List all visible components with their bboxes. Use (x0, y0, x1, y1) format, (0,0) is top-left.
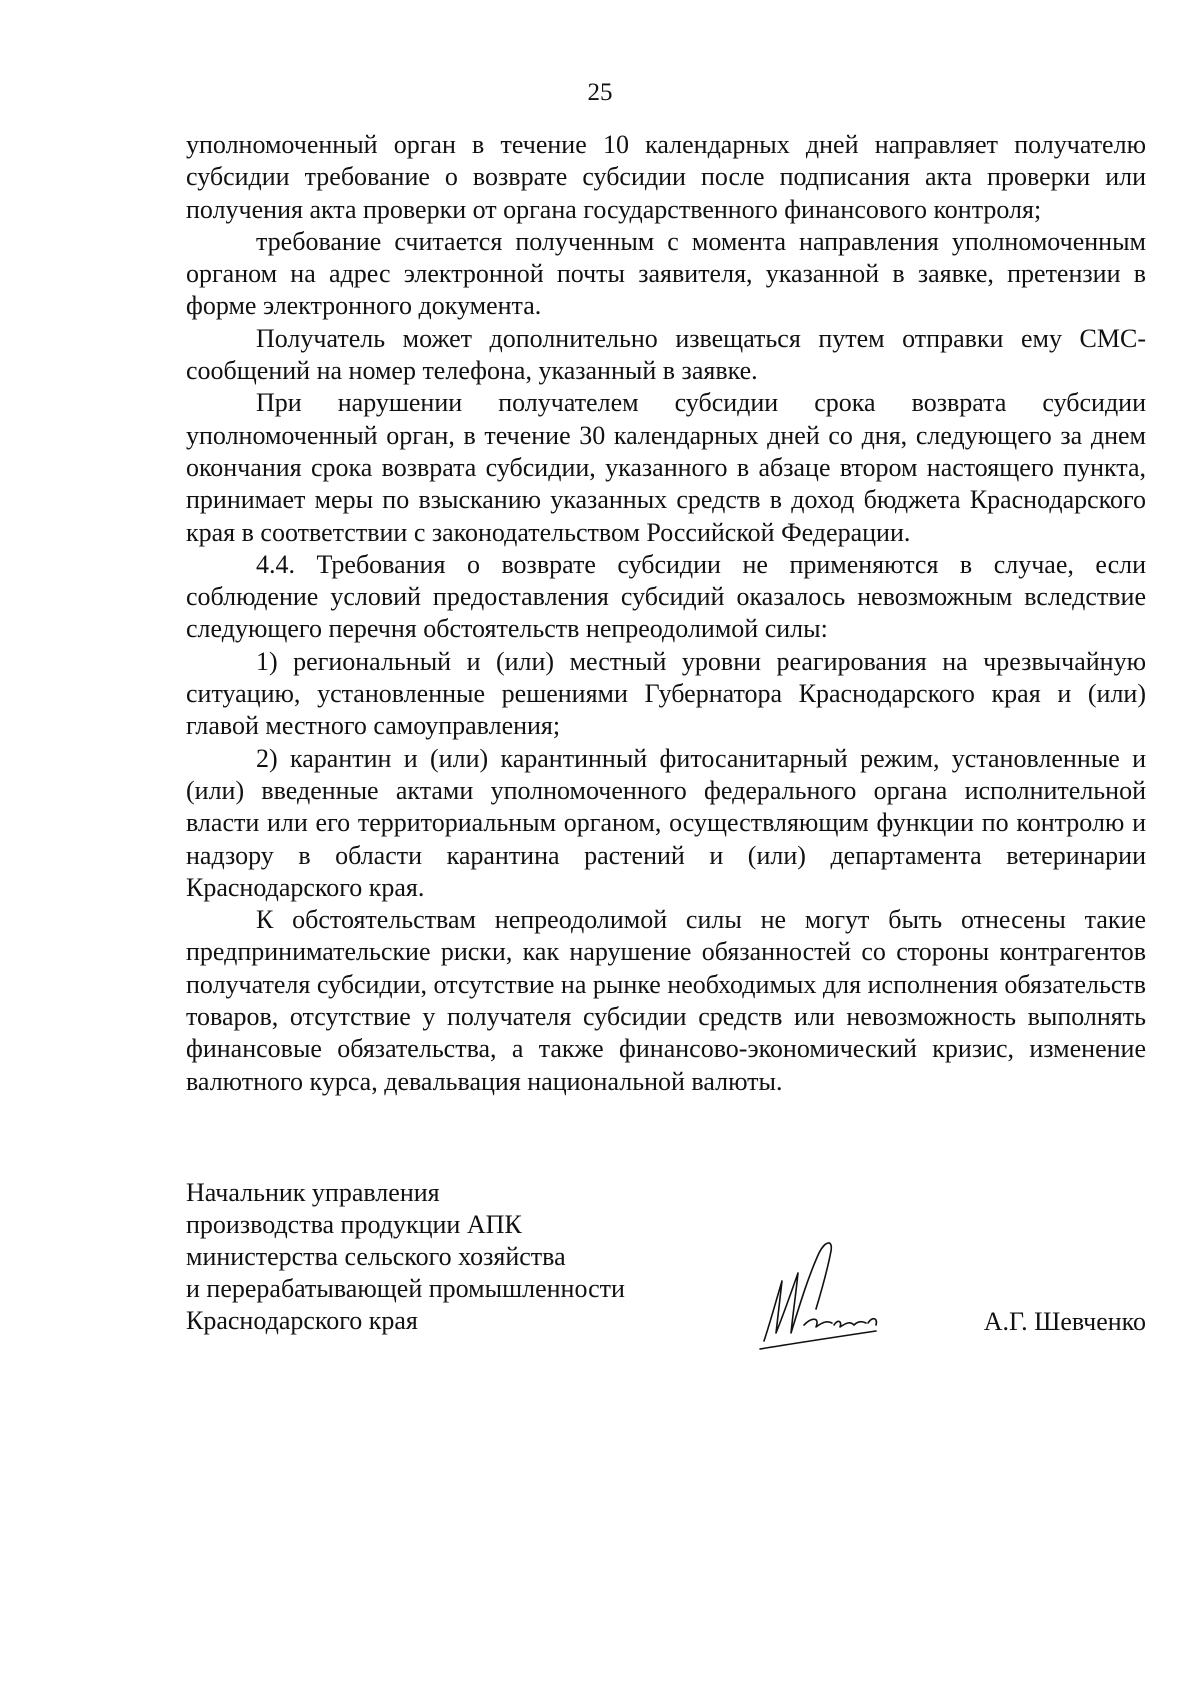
signer-position-line: Начальник управления (186, 1178, 440, 1207)
signer-position-line: и перерабатывающей промышленности (186, 1274, 625, 1303)
document-body (186, 129, 1146, 1098)
handwritten-signature (736, 1237, 906, 1357)
paragraph-8: К обстоятельствам непреодолимой силы не могут быть отнесены такие предпринимательские риски, как нарушение обязанностей со стороны контрагентов получателя субсидии, отсутствие на рынке необходимых для исполнения обязательств товаров, отсутствие у получателя субсидии средств или невозможность выполнять финансовые обязательства, а также финансово-экономический кризис, изменение валютного курса, девальвация национальной валюты. (186, 905, 1146, 1096)
paragraph-2: требование считается полученным с момента направления уполномоченным органом на адрес электронной почты заявителя, указанной в заявке, претензии в форме электронного документа. (186, 226, 1146, 321)
paragraph-1: уполномоченный орган в течение 10 календарных дней направляет получателю субсидии требование о возврате субсидии после подписания акта проверки или получения акта проверки от органа государственного финансового контроля; (186, 130, 1146, 224)
paragraph-6: 1) региональный и (или) местный уровни реагирования на чрезвычайную ситуацию, установленные решениями Губернатора Краснодарского края и (или) главой местного самоуправления; (186, 646, 1146, 741)
signer-position-line: министерства сельского хозяйства (186, 1242, 566, 1271)
signer-position-line: Краснодарского края (186, 1306, 418, 1335)
paragraph-5: 4.4. Требования о возврате субсидии не применяются в случае, если соблюдение условий предоставления субсидий оказалось невозможным вследствие следующего перечня обстоятельств непреодолимой силы: (186, 549, 1146, 644)
signer-position (186, 1177, 706, 1337)
paragraph-7: 2) карантин и (или) карантинный фитосанитарный режим, установленные и (или) введенные актами уполномоченного федерального органа исполнительной власти или его территориальным органом, осуществляющим функции по контролю и надзору в области карантина растений и (или) департамента ветеринарии Краснодарского края. (186, 743, 1146, 902)
signer-name: А.Г. Шевченко (983, 1307, 1146, 1336)
signer-position-line: производства продукции АПК (186, 1210, 522, 1239)
paragraph-3: Получатель может дополнительно извещаться путем отправки ему СМС-сообщений на номер телефона, указанный в заявке. (186, 323, 1146, 386)
signature-block (186, 1177, 1146, 1377)
page-number: 25 (587, 79, 613, 106)
paragraph-4: При нарушении получателем субсидии срока возврата субсидии уполномоченный орган, в течение 30 календарных дней со дня, следующего за днем окончания срока возврата субсидии, указанного в абзаце втором настоящего пункта, принимает меры по взысканию указанных средств в доход бюджета Краснодарского края в соответствии с законодательством Российской Федерации. (186, 388, 1146, 547)
